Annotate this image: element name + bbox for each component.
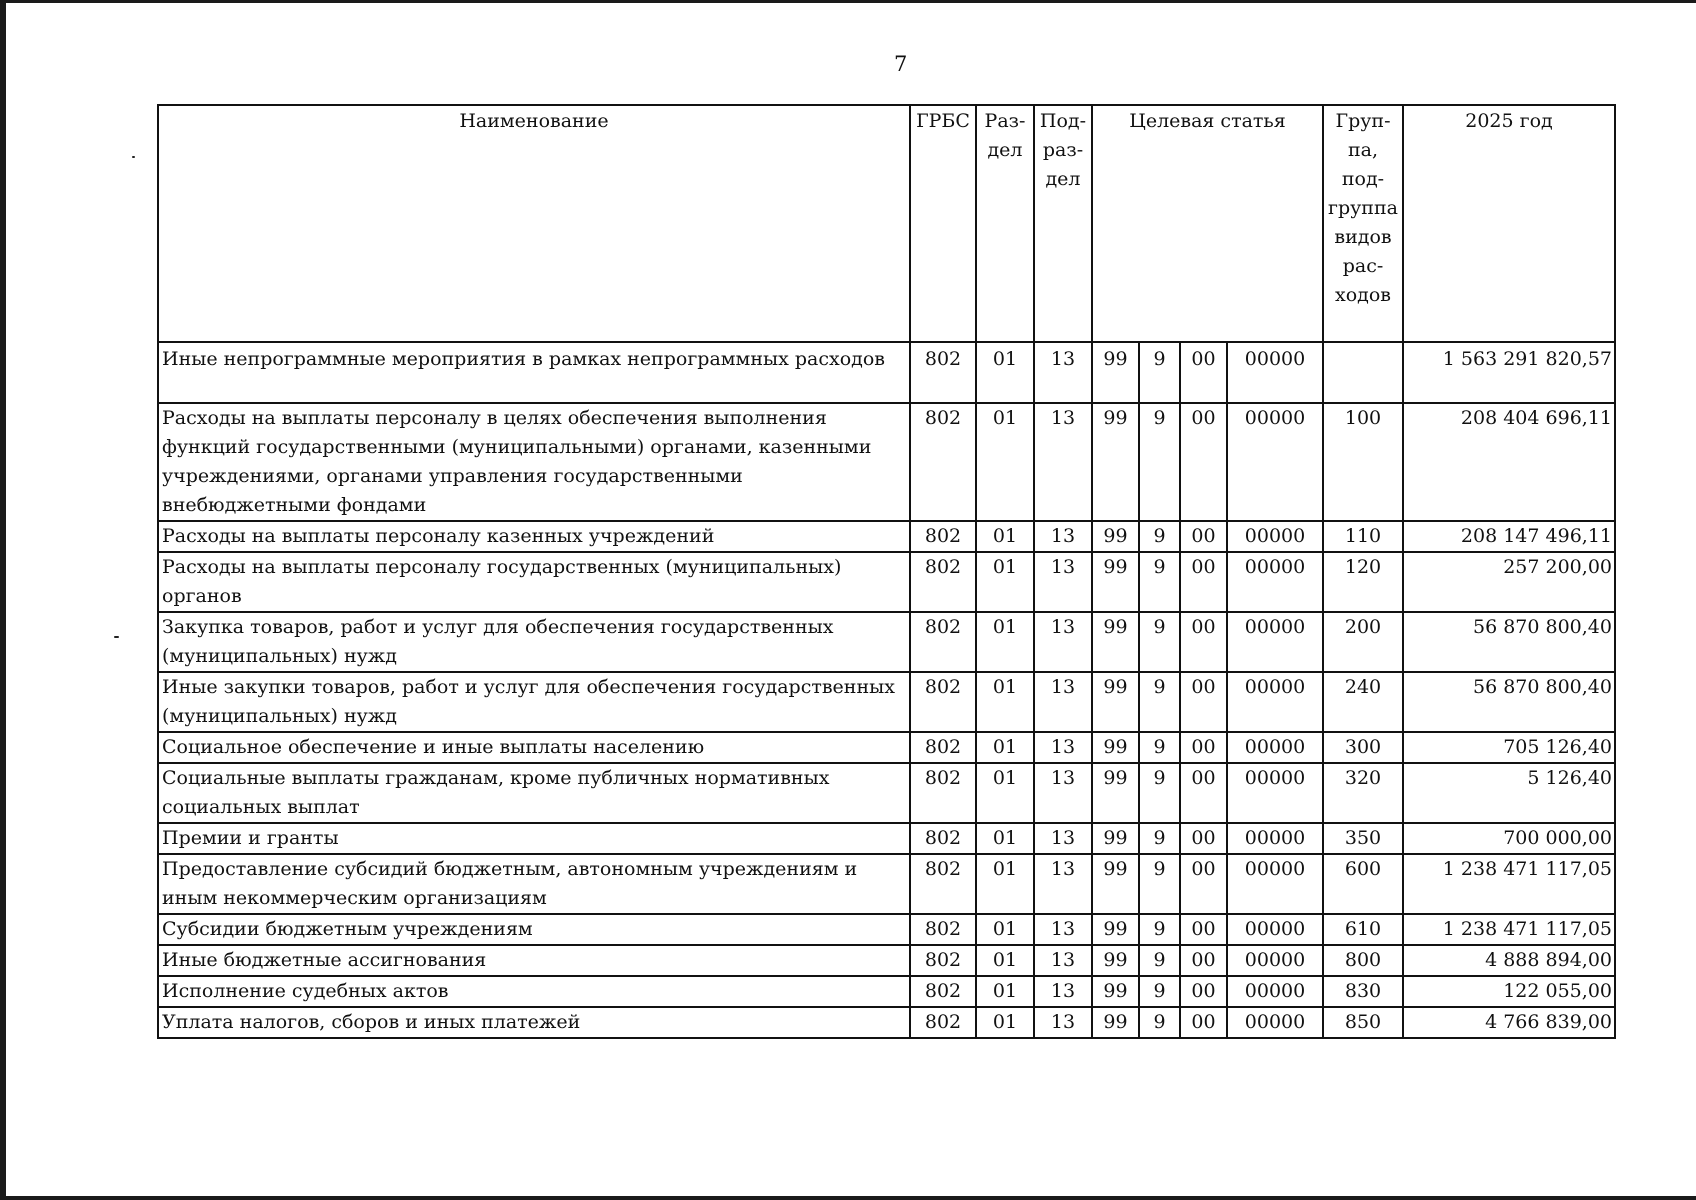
table-row: [158, 672, 1615, 732]
row-grbs-cell: 802: [910, 672, 976, 732]
table-row: [158, 945, 1615, 976]
row-target-event-cell: 00: [1180, 521, 1227, 552]
row-target-direction-cell: 00000: [1227, 914, 1323, 945]
row-target-event-cell: 00: [1180, 1007, 1227, 1038]
row-amount-cell: 1 238 471 117,05: [1403, 914, 1615, 945]
row-name-cell: Расходы на выплаты персоналу государственных (муниципальных) органов: [158, 552, 910, 612]
row-target-subprogram-cell: 9: [1139, 342, 1180, 403]
row-target-event-cell: 00: [1180, 823, 1227, 854]
row-target-event-cell: 00: [1180, 854, 1227, 914]
row-section-cell: 01: [976, 403, 1034, 521]
row-subsection-cell: 13: [1034, 763, 1092, 823]
row-target-direction-cell: 00000: [1227, 732, 1323, 763]
row-grbs-cell: 802: [910, 914, 976, 945]
row-grbs-cell: 802: [910, 1007, 976, 1038]
row-target-program-cell: 99: [1092, 763, 1139, 823]
row-target-subprogram-cell: 9: [1139, 1007, 1180, 1038]
row-target-direction-cell: 00000: [1227, 612, 1323, 672]
header-year: 2025 год: [1403, 105, 1615, 342]
row-target-direction-cell: 00000: [1227, 945, 1323, 976]
row-target-program-cell: 99: [1092, 914, 1139, 945]
row-subsection-cell: 13: [1034, 672, 1092, 732]
row-target-program-cell: 99: [1092, 552, 1139, 612]
row-target-direction-cell: 00000: [1227, 823, 1323, 854]
row-grbs-cell: 802: [910, 763, 976, 823]
header-group: Груп-па, под-группа видов рас-ходов: [1323, 105, 1403, 342]
header-subsection: Под-раз-дел: [1034, 105, 1092, 342]
row-target-program-cell: 99: [1092, 521, 1139, 552]
scan-edge-top: [0, 0, 1696, 3]
row-section-cell: 01: [976, 342, 1034, 403]
row-target-event-cell: 00: [1180, 612, 1227, 672]
row-name-cell: Субсидии бюджетным учреждениям: [158, 914, 910, 945]
row-target-subprogram-cell: 9: [1139, 403, 1180, 521]
row-grbs-cell: 802: [910, 945, 976, 976]
row-target-direction-cell: 00000: [1227, 403, 1323, 521]
row-grbs-cell: 802: [910, 342, 976, 403]
row-section-cell: 01: [976, 1007, 1034, 1038]
budget-table: [157, 104, 1616, 1039]
scan-speck: [132, 156, 135, 158]
row-section-cell: 01: [976, 521, 1034, 552]
row-target-subprogram-cell: 9: [1139, 914, 1180, 945]
row-grbs-cell: 802: [910, 976, 976, 1007]
row-target-direction-cell: 00000: [1227, 672, 1323, 732]
row-amount-cell: 1 563 291 820,57: [1403, 342, 1615, 403]
header-section: Раз-дел: [976, 105, 1034, 342]
row-amount-cell: 700 000,00: [1403, 823, 1615, 854]
row-target-event-cell: 00: [1180, 914, 1227, 945]
row-section-cell: 01: [976, 945, 1034, 976]
row-subsection-cell: 13: [1034, 945, 1092, 976]
row-target-program-cell: 99: [1092, 403, 1139, 521]
row-target-subprogram-cell: 9: [1139, 672, 1180, 732]
row-amount-cell: 56 870 800,40: [1403, 672, 1615, 732]
row-target-event-cell: 00: [1180, 342, 1227, 403]
table-header-row: [158, 105, 1615, 342]
row-target-direction-cell: 00000: [1227, 552, 1323, 612]
row-subsection-cell: 13: [1034, 1007, 1092, 1038]
scan-edge-bottom: [0, 1196, 1696, 1200]
row-expense-group-cell: 200: [1323, 612, 1403, 672]
row-target-program-cell: 99: [1092, 854, 1139, 914]
row-name-cell: Исполнение судебных актов: [158, 976, 910, 1007]
row-target-subprogram-cell: 9: [1139, 521, 1180, 552]
row-section-cell: 01: [976, 763, 1034, 823]
row-expense-group-cell: 240: [1323, 672, 1403, 732]
row-expense-group-cell: 850: [1323, 1007, 1403, 1038]
row-target-subprogram-cell: 9: [1139, 945, 1180, 976]
row-target-program-cell: 99: [1092, 732, 1139, 763]
row-subsection-cell: 13: [1034, 342, 1092, 403]
row-amount-cell: 5 126,40: [1403, 763, 1615, 823]
row-subsection-cell: 13: [1034, 732, 1092, 763]
row-subsection-cell: 13: [1034, 403, 1092, 521]
row-expense-group-cell: [1323, 342, 1403, 403]
header-name: Наименование: [158, 105, 910, 342]
page-number: 7: [894, 52, 908, 76]
row-subsection-cell: 13: [1034, 552, 1092, 612]
row-section-cell: 01: [976, 823, 1034, 854]
row-target-direction-cell: 00000: [1227, 976, 1323, 1007]
scan-speck: [114, 636, 119, 638]
row-grbs-cell: 802: [910, 732, 976, 763]
row-grbs-cell: 802: [910, 552, 976, 612]
row-target-program-cell: 99: [1092, 976, 1139, 1007]
row-section-cell: 01: [976, 552, 1034, 612]
row-section-cell: 01: [976, 672, 1034, 732]
row-target-event-cell: 00: [1180, 976, 1227, 1007]
row-target-program-cell: 99: [1092, 945, 1139, 976]
row-target-event-cell: 00: [1180, 672, 1227, 732]
row-target-event-cell: 00: [1180, 403, 1227, 521]
row-amount-cell: 4 888 894,00: [1403, 945, 1615, 976]
row-target-program-cell: 99: [1092, 672, 1139, 732]
table-row: [158, 854, 1615, 914]
row-name-cell: Премии и гранты: [158, 823, 910, 854]
row-target-subprogram-cell: 9: [1139, 552, 1180, 612]
row-target-direction-cell: 00000: [1227, 521, 1323, 552]
row-amount-cell: 1 238 471 117,05: [1403, 854, 1615, 914]
row-subsection-cell: 13: [1034, 612, 1092, 672]
table-row: [158, 976, 1615, 1007]
row-section-cell: 01: [976, 914, 1034, 945]
row-section-cell: 01: [976, 732, 1034, 763]
row-target-event-cell: 00: [1180, 763, 1227, 823]
row-amount-cell: 257 200,00: [1403, 552, 1615, 612]
row-grbs-cell: 802: [910, 612, 976, 672]
row-name-cell: Иные бюджетные ассигнования: [158, 945, 910, 976]
table-row: [158, 732, 1615, 763]
row-subsection-cell: 13: [1034, 914, 1092, 945]
row-section-cell: 01: [976, 976, 1034, 1007]
row-grbs-cell: 802: [910, 854, 976, 914]
row-expense-group-cell: 800: [1323, 945, 1403, 976]
table-row: [158, 763, 1615, 823]
row-name-cell: Социальные выплаты гражданам, кроме публичных нормативных социальных выплат: [158, 763, 910, 823]
table-row: [158, 342, 1615, 403]
row-expense-group-cell: 110: [1323, 521, 1403, 552]
row-target-program-cell: 99: [1092, 823, 1139, 854]
row-amount-cell: 705 126,40: [1403, 732, 1615, 763]
row-subsection-cell: 13: [1034, 823, 1092, 854]
row-target-subprogram-cell: 9: [1139, 763, 1180, 823]
row-grbs-cell: 802: [910, 521, 976, 552]
row-target-subprogram-cell: 9: [1139, 732, 1180, 763]
row-target-program-cell: 99: [1092, 1007, 1139, 1038]
row-subsection-cell: 13: [1034, 521, 1092, 552]
row-name-cell: Расходы на выплаты персоналу в целях обеспечения выполнения функций государственными (муниципальными) органами, казенными учреждениями, органами управления государственными внебюджетными фондами: [158, 403, 910, 521]
row-expense-group-cell: 350: [1323, 823, 1403, 854]
row-name-cell: Социальное обеспечение и иные выплаты населению: [158, 732, 910, 763]
table-row: [158, 612, 1615, 672]
row-target-direction-cell: 00000: [1227, 854, 1323, 914]
row-name-cell: Иные непрограммные мероприятия в рамках непрограммных расходов: [158, 342, 910, 403]
table-row: [158, 403, 1615, 521]
row-target-direction-cell: 00000: [1227, 1007, 1323, 1038]
row-name-cell: Расходы на выплаты персоналу казенных учреждений: [158, 521, 910, 552]
row-expense-group-cell: 320: [1323, 763, 1403, 823]
row-expense-group-cell: 610: [1323, 914, 1403, 945]
row-amount-cell: 4 766 839,00: [1403, 1007, 1615, 1038]
row-target-direction-cell: 00000: [1227, 342, 1323, 403]
row-grbs-cell: 802: [910, 823, 976, 854]
table-row: [158, 914, 1615, 945]
header-grbs: ГРБС: [910, 105, 976, 342]
header-target-article: Целевая статья: [1092, 105, 1323, 342]
table-row: [158, 552, 1615, 612]
row-target-event-cell: 00: [1180, 732, 1227, 763]
scan-edge-left: [0, 0, 6, 1200]
row-name-cell: Иные закупки товаров, работ и услуг для обеспечения государственных (муниципальных) нужд: [158, 672, 910, 732]
row-target-event-cell: 00: [1180, 945, 1227, 976]
row-amount-cell: 208 404 696,11: [1403, 403, 1615, 521]
row-expense-group-cell: 600: [1323, 854, 1403, 914]
row-section-cell: 01: [976, 854, 1034, 914]
row-grbs-cell: 802: [910, 403, 976, 521]
row-target-event-cell: 00: [1180, 552, 1227, 612]
row-name-cell: Закупка товаров, работ и услуг для обеспечения государственных (муниципальных) нужд: [158, 612, 910, 672]
row-section-cell: 01: [976, 612, 1034, 672]
row-target-subprogram-cell: 9: [1139, 976, 1180, 1007]
row-target-subprogram-cell: 9: [1139, 823, 1180, 854]
row-name-cell: Уплата налогов, сборов и иных платежей: [158, 1007, 910, 1038]
row-amount-cell: 56 870 800,40: [1403, 612, 1615, 672]
table-row: [158, 823, 1615, 854]
row-expense-group-cell: 300: [1323, 732, 1403, 763]
row-target-program-cell: 99: [1092, 612, 1139, 672]
table-row: [158, 521, 1615, 552]
row-target-direction-cell: 00000: [1227, 763, 1323, 823]
row-subsection-cell: 13: [1034, 854, 1092, 914]
table-row: [158, 1007, 1615, 1038]
row-target-subprogram-cell: 9: [1139, 854, 1180, 914]
row-amount-cell: 122 055,00: [1403, 976, 1615, 1007]
row-expense-group-cell: 120: [1323, 552, 1403, 612]
row-name-cell: Предоставление субсидий бюджетным, автономным учреждениям и иным некоммерческим организациям: [158, 854, 910, 914]
row-target-subprogram-cell: 9: [1139, 612, 1180, 672]
row-expense-group-cell: 830: [1323, 976, 1403, 1007]
row-expense-group-cell: 100: [1323, 403, 1403, 521]
row-target-program-cell: 99: [1092, 342, 1139, 403]
row-amount-cell: 208 147 496,11: [1403, 521, 1615, 552]
row-subsection-cell: 13: [1034, 976, 1092, 1007]
